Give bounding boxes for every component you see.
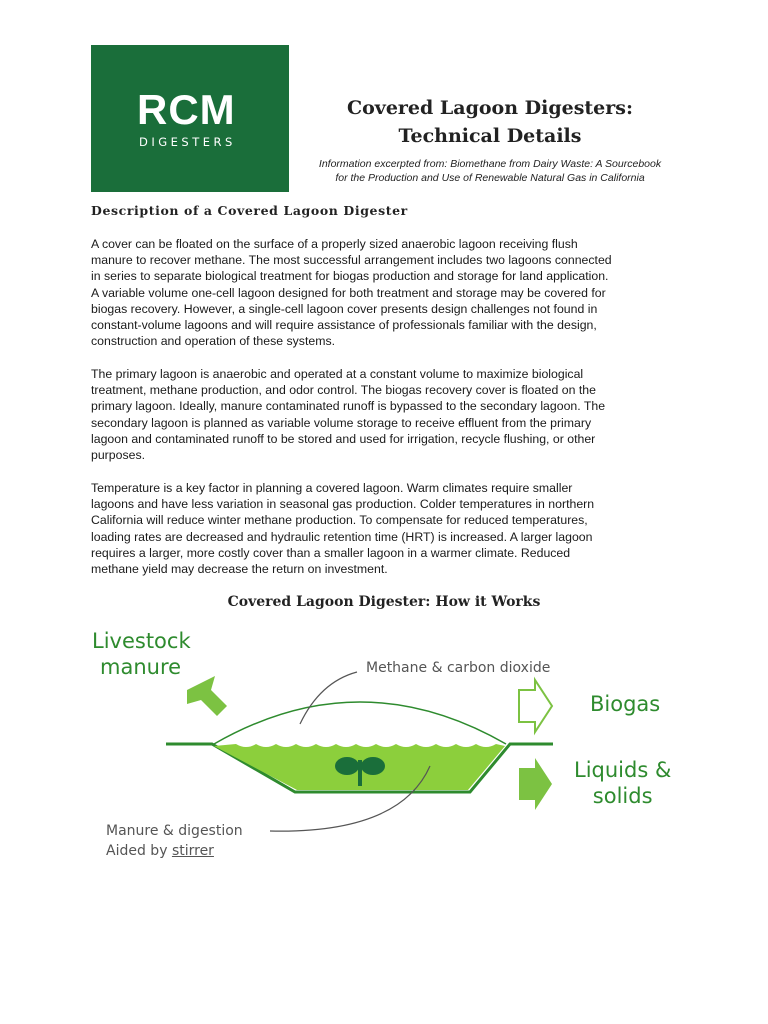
rcm-logo <box>91 45 289 192</box>
input-label-line-2: manure <box>100 655 182 679</box>
diagram-title: Covered Lagoon Digester: How it Works <box>227 594 541 610</box>
document-title <box>300 94 680 150</box>
paragraph-3 <box>91 480 691 577</box>
output-label <box>574 757 671 809</box>
paragraph-line: methane yield may decrease the return on investment. <box>91 562 388 577</box>
stirrer-link[interactable]: stirrer <box>171 843 214 859</box>
biogas-label: Biogas <box>590 692 661 716</box>
paragraph-line: lagoons and have less variation in seasonal gas production. Colder temperatures in northern <box>91 497 595 512</box>
paragraph-2 <box>91 366 691 463</box>
logo-subtitle: DIGESTERS <box>139 135 236 149</box>
paragraph-line: Temperature is a key factor in planning a covered lagoon. Warm climates require smaller <box>91 481 573 495</box>
process-label <box>106 821 243 861</box>
logo-brand-text: RCM <box>137 86 236 133</box>
paragraph-1 <box>91 236 691 349</box>
paragraph-line: secondary lagoon is planned as variable volume storage to receive effluent from the primary <box>91 415 592 430</box>
paragraph-line: primary lagoon. Ideally, manure contaminated runoff is bypassed to the secondary lagoon. The <box>91 399 606 414</box>
paragraph-line: constant-volume lagoons and will require assistance of professionals familiar with the design, <box>91 318 597 333</box>
paragraph-line: loading rates are decreased and hydraulic retention time (HRT) is increased. A larger lagoon <box>91 529 593 544</box>
paragraph-line: purposes. <box>91 448 146 463</box>
gas-leader-line <box>300 672 357 724</box>
paragraph-line: manure to recover methane. The most successful arrangement includes two lagoons connected <box>91 253 612 268</box>
source-citation <box>300 157 680 185</box>
paragraph-line: A variable volume one-cell lagoon designed for both treatment and storage may be covered for <box>91 285 606 300</box>
document-title-line-2: Technical Details <box>398 125 582 147</box>
output-label-line-2: solids <box>592 784 653 808</box>
paragraph-line: A cover can be floated on the surface of a properly sized anaerobic lagoon receiving flush <box>91 237 578 251</box>
output-arrow-icon <box>519 758 552 810</box>
paragraph-line: construction and operation of these systems. <box>91 334 336 349</box>
biogas-arrow-icon <box>519 680 552 732</box>
input-label <box>92 628 191 680</box>
section-heading: Description of a Covered Lagoon Digester <box>91 203 408 218</box>
paragraph-line: The primary lagoon is anaerobic and operated at a constant volume to maximize biological <box>91 367 584 381</box>
document-title-line-1: Covered Lagoon Digesters: <box>346 97 633 119</box>
paragraph-line: California will reduce winter methane production. To compensate for reduced temperatures, <box>91 513 588 528</box>
gas-label: Methane & carbon dioxide <box>366 660 551 676</box>
input-arrow-icon <box>187 676 227 716</box>
output-label-line-1: Liquids & <box>574 758 672 782</box>
paragraph-line: in series to separate biological treatment for biogas production and storage for land application. <box>91 269 609 284</box>
paragraph-line: lagoon and contaminated runoff to be stored and used for irrigation, recycle flushing, or other <box>91 431 596 446</box>
process-label-prefix: Aided by <box>106 843 172 859</box>
paragraph-line: biogas recovery. However, a single-cell lagoon cover presents design challenges not found in <box>91 301 598 316</box>
process-label-line-2 <box>106 841 243 861</box>
lagoon-diagram <box>0 620 768 880</box>
source-citation-line-2: for the Production and Use of Renewable Natural Gas in California <box>335 172 645 184</box>
input-label-line-1: Livestock <box>92 629 191 653</box>
lagoon-cover <box>214 702 506 744</box>
paragraph-line: treatment, methane production, and odor control. The biogas recovery cover is floated on the <box>91 383 596 398</box>
source-citation-line-1: Information excerpted from: Biomethane from Dairy Waste: A Sourcebook <box>318 158 662 170</box>
paragraph-line: requires a larger, more costly cover than a smaller lagoon in a warmer climate. Reduced <box>91 545 571 560</box>
process-label-line-1: Manure & digestion <box>106 823 243 839</box>
